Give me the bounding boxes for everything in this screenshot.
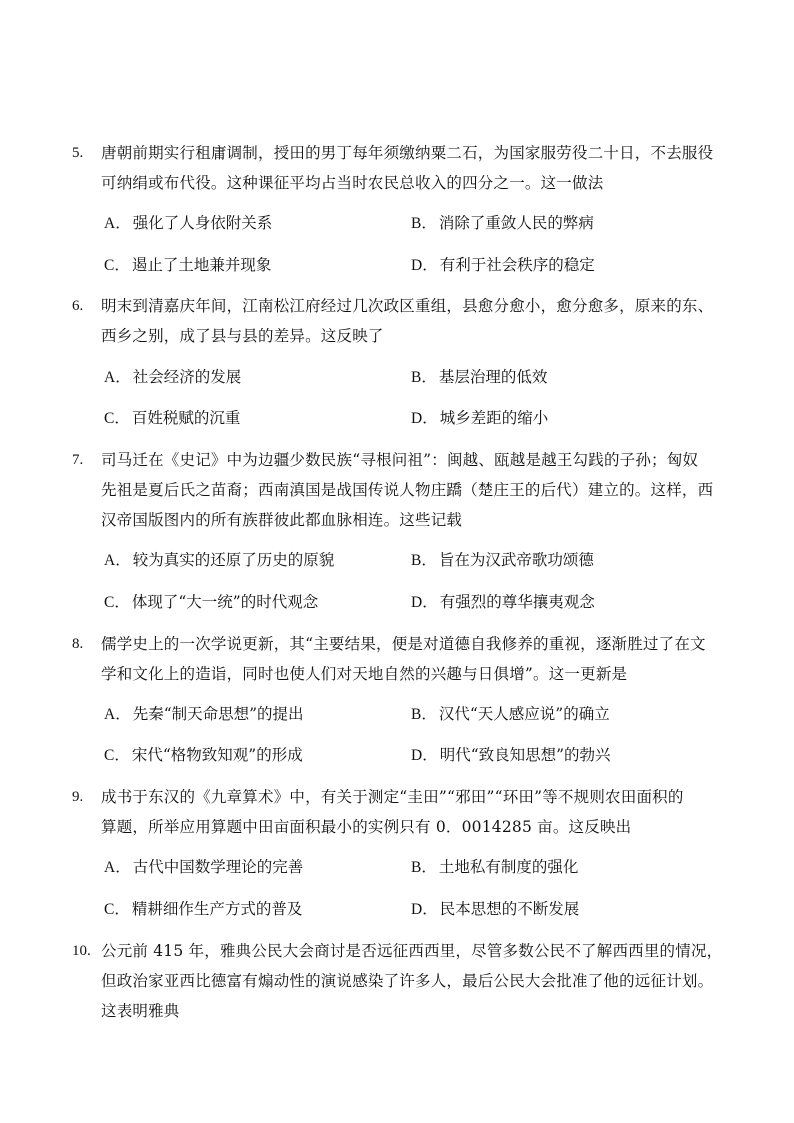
option-a: A． 社会经济的发展 bbox=[104, 368, 242, 386]
question-stem-line: 儒学史上的一次学说更新，其“主要结果，便是对道德自我修养的重视，逐渐胜过了在文 bbox=[101, 635, 706, 653]
question-stem-line: 先祖是夏后氏之苗裔；西南滇国是战国传说人物庄蹻（楚庄王的后代）建立的。这样，西 bbox=[101, 481, 714, 499]
question-stem-line: 公元前 415 年，雅典公民大会商讨是否远征西西里，尽管多数公民不了解西西里的情况， bbox=[101, 942, 723, 960]
option-a: A． 先秦“制天命思想”的提出 bbox=[104, 705, 304, 723]
question-stem-line: 明末到清嘉庆年间，江南松江府经过几次政区重组，县愈分愈小，愈分愈多，原来的东、 bbox=[101, 297, 714, 315]
option-b: B． 土地私有制度的强化 bbox=[411, 858, 579, 876]
question-stem-line: 这表明雅典 bbox=[101, 1002, 180, 1020]
option-b: B． 旨在为汉武帝歌功颂德 bbox=[411, 551, 594, 569]
option-d: D． 城乡差距的缩小 bbox=[411, 409, 549, 427]
question-number: 6. bbox=[72, 298, 84, 314]
option-d: D． 明代“致良知思想”的勃兴 bbox=[411, 746, 611, 764]
question-stem-line: 算题，所举应用算题中田亩面积最小的实例只有 0．0014285 亩。这反映出 bbox=[101, 818, 632, 836]
question-number: 8. bbox=[72, 636, 84, 652]
option-d: D． 有强烈的尊华攘夷观念 bbox=[411, 593, 595, 611]
option-d: D． 有利于社会秩序的稳定 bbox=[411, 256, 595, 274]
question-stem-line: 可纳绢或布代役。这种课征平均占当时农民总收入的四分之一。这一做法 bbox=[101, 174, 604, 192]
option-a: A． 较为真实的还原了历史的原貌 bbox=[104, 551, 335, 569]
option-c: C． 百姓税赋的沉重 bbox=[104, 409, 241, 427]
option-c: C． 体现了“大一统”的时代观念 bbox=[104, 593, 319, 611]
question-stem-line: 但政治家亚西比德富有煽动性的演说感染了许多人，最后公民大会批准了他的远征计划。 bbox=[101, 972, 714, 990]
question-stem-line: 成书于东汉的《九章算术》中，有关于测定“圭田”“邪田”“环田”等不规则农田面积的 bbox=[101, 788, 684, 806]
question-stem-line: 学和文化上的造诣，同时也使人们对天地自然的兴趣与日俱增”。这一更新是 bbox=[101, 665, 628, 683]
option-d: D． 民本思想的不断发展 bbox=[411, 900, 580, 918]
question-stem-line: 司马迁在《史记》中为边疆少数民族“寻根问祖”：闽越、瓯越是越王勾践的子孙；匈奴 bbox=[101, 451, 699, 469]
question-stem-line: 汉帝国版图内的所有族群彼此都血脉相连。这些记载 bbox=[101, 511, 463, 529]
option-c: C． 遏止了土地兼并现象 bbox=[104, 256, 272, 274]
option-a: A． 古代中国数学理论的完善 bbox=[104, 858, 304, 876]
option-c: C． 宋代“格物致知观”的形成 bbox=[104, 746, 303, 764]
option-b: B． 基层治理的低效 bbox=[411, 368, 548, 386]
question-number: 9. bbox=[72, 789, 84, 805]
question-number: 5. bbox=[72, 145, 84, 161]
question-number: 10. bbox=[72, 943, 91, 959]
question-stem-line: 西乡之别，成了县与县的差异。这反映了 bbox=[101, 327, 384, 345]
option-b: B． 消除了重敛人民的弊病 bbox=[411, 214, 594, 232]
option-a: A． 强化了人身依附关系 bbox=[104, 214, 273, 232]
option-c: C． 精耕细作生产方式的普及 bbox=[104, 900, 303, 918]
question-stem-line: 唐朝前期实行租庸调制，授田的男丁每年须缴纳粟二石，为国家服劳役二十日，不去服役 bbox=[101, 144, 714, 162]
question-number: 7. bbox=[72, 452, 84, 468]
option-b: B． 汉代“天人感应说”的确立 bbox=[411, 705, 610, 723]
